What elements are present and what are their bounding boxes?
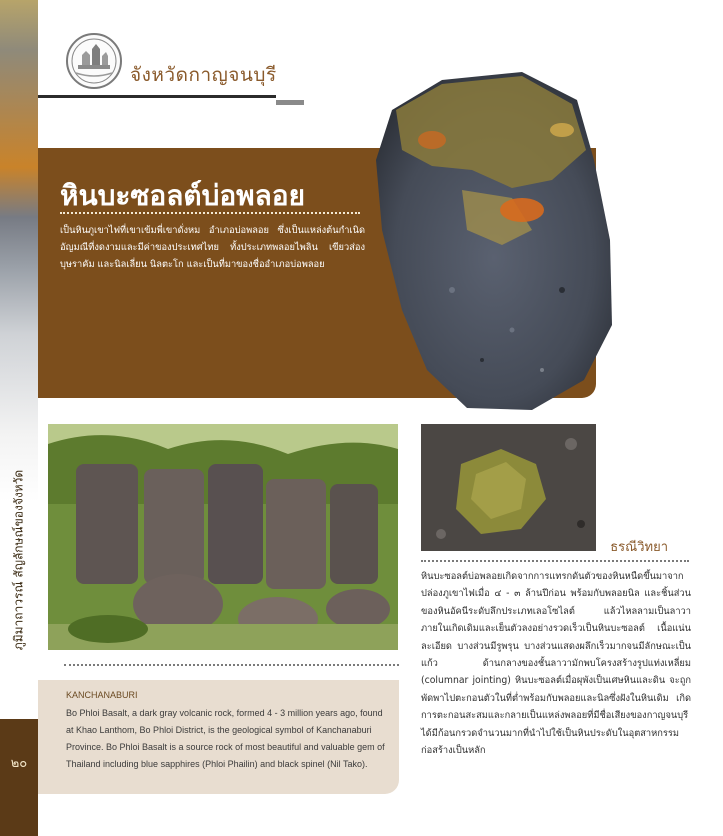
feature-description: เป็นหินภูเขาไฟที่เขาเข้มพี่เขาดั่งหม อำเภอบ่อพลอย ซึ่งเป็นแหล่งต้นกำเนิดอัญมณีที่งดงามและมีค่าของประเทศไทย ทั้งประเภทพลอยไพลิน เขียวส่อง บุษราคัม และนิลเลี่ยน นิลตะโก และเป็นที่มาของชื่ออำเภอบ่อพลอย [60,225,365,270]
english-text: Bo Phloi Basalt, a dark gray volcanic rock, formed 4 - 3 million years ago, found at Khao Lanthom, Bo Phloi District, is the geological symbol of Kanchanaburi Province. Bo Phloi Basalt is a source rock of most beautiful and valuable gem of Thailand including blue sapphires (Phloi Phailin) and black spinel (Nil Tako). [66,708,385,769]
left-decorative-strip [0,0,38,836]
basalt-rock-image [372,70,618,415]
english-heading: KANCHANABURI [66,690,138,700]
province-title: จังหวัดกาญจนบุรี [130,64,277,86]
geology-text: หินบะซอลต์บ่อพลอยเกิดจากการแทรกดันตัวของหินหนืดขึ้นมาจากปล่องภูเขาไฟเมื่อ ๔ - ๓ ล้านปีก่อน พร้อมกับพลอยนิล และชิ้นส่วนของหินอัคนีระดับลึกประเภทเลอโซไลต์ แล้วไหลลามเป็นลาวาภายในเกิดเดิมและเย็นตัวลงอย่างรวดเร็วเป็นหินบะซอลต์ เนื้อแน่นละเอียด บางส่วนมีรูพรุน บางส่วนแสดงผลึกเร็วมากจนมีลักษณะเป็นแก้ว ด้านกลางของชั้นลาวามักพบโครงสร้างรูปแท่งเหลี่ยม (columnar jointing) หินบะซอลต์เมื่อผุพังเป็นเศษหินและดิน จะถูกพัดพาไปตะกอนตัวในที่ต่ำพร้อมกับพลอยและนิลซึ่งฝังในหินเดิม เกิดการตะกอนสะสมและกลายเป็นแหล่งพลอยที่มีชื่อเสียงของกาญจนบุรี ได้มีก้อนกรวดจำนวนมากที่นำไปใช้เป็นหินประดับในอุตสาหกรรมก่อสร้างเป็นหลัก [421,571,691,757]
page-number: ๒๐ [10,756,28,771]
vertical-caption-text: ภูมิมาถาวรณ์ สัญลักษณ์ของจังหวัด [11,469,26,651]
province-seal-logo [66,33,122,89]
photo-dotted-rule [64,664,399,666]
basalt-outcrop-photo [48,424,398,650]
vertical-caption [0,420,38,700]
title-dotted-rule [60,212,360,214]
geology-label: ธรณีวิทยา [610,540,668,555]
basalt-closeup-photo [421,424,596,551]
geology-dotted-rule [421,560,689,562]
header-rule-accent [276,100,304,105]
feature-title: หินบะซอลต์บ่อพลอย [60,179,305,212]
header-rule [38,95,276,98]
